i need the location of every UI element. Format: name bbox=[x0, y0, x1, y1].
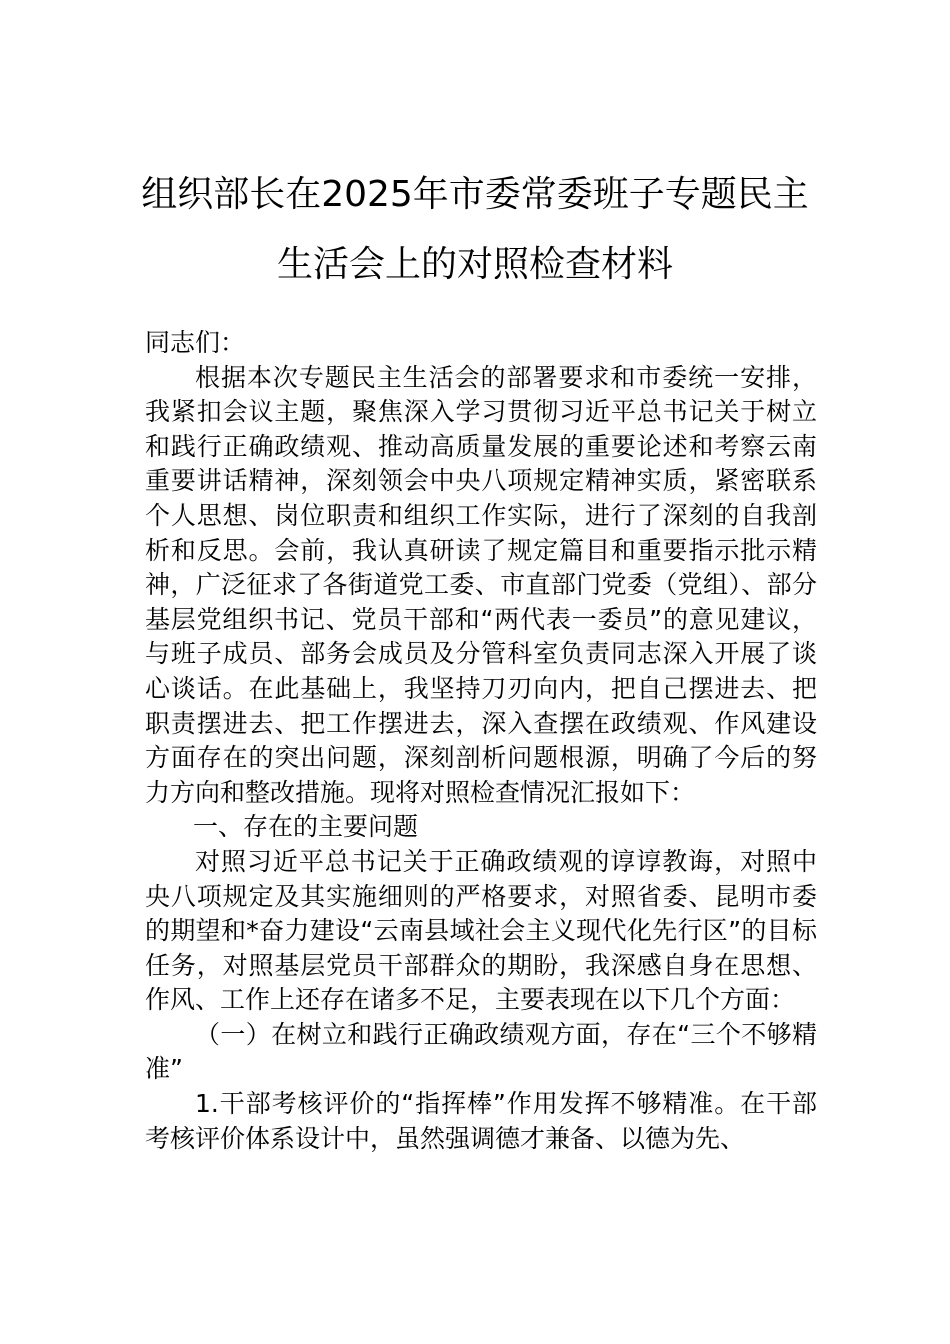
document-title bbox=[120, 160, 830, 300]
subsection-heading: （一）在树立和践行正确政绩观方面，存在“三个不够精准” bbox=[145, 1019, 817, 1084]
intro-paragraph: 根据本次专题民主生活会的部署要求和市委统一安排，我紧扣会议主题，聚焦深入学习贯彻习近平总书记关于树立和践行正确政绩观、推动高质量发展的重要论述和考察云南重要讲话精神，深刻领会中央八项规定精神实质，紧密联系个人思想、岗位职责和组织工作实际，进行了深刻的自我剖析和反思。会前，我认真研读了规定篇目和重要指示批示精神，广泛征求了各街道党工委、市直部门党委（党组）、部分基层党组织书记、党员干部和“两代表一委员”的意见建议，与班子成员、部务会成员及分管科室负责同志深入开展了谈心谈话。在此基础上，我坚持刀刃向内，把自己摆进去、把职责摆进去、把工作摆进去，深入查摆在政绩观、作风建设方面存在的突出问题，深刻剖析问题根源，明确了今后的努力方向和整改措施。现将对照检查情况汇报如下： bbox=[145, 362, 817, 807]
salutation: 同志们： bbox=[145, 328, 246, 357]
title-line-1: 组织部长在2025年市委常委班子专题民主 bbox=[141, 174, 809, 215]
section-heading: 一、存在的主要问题 bbox=[193, 812, 419, 842]
document-body bbox=[145, 326, 817, 1156]
section-intro-paragraph: 对照习近平总书记关于正确政绩观的谆谆教诲，对照中央八项规定及其实施细则的严格要求，对照省委、昆明市委的期望和*奋力建设“云南县域社会主义现代化先行区”的目标任务，对照基层党员干部群众的期盼，我深感自身在思想、作风、工作上还存在诸多不足，主要表现在以下几个方面： bbox=[145, 846, 817, 1015]
title-line-2: 生活会上的对照检查材料 bbox=[276, 244, 673, 285]
item-paragraph: 1.干部考核评价的“指挥棒”作用发挥不够精准。在干部考核评价体系设计中，虽然强调德才兼备、以德为先、 bbox=[145, 1089, 817, 1153]
